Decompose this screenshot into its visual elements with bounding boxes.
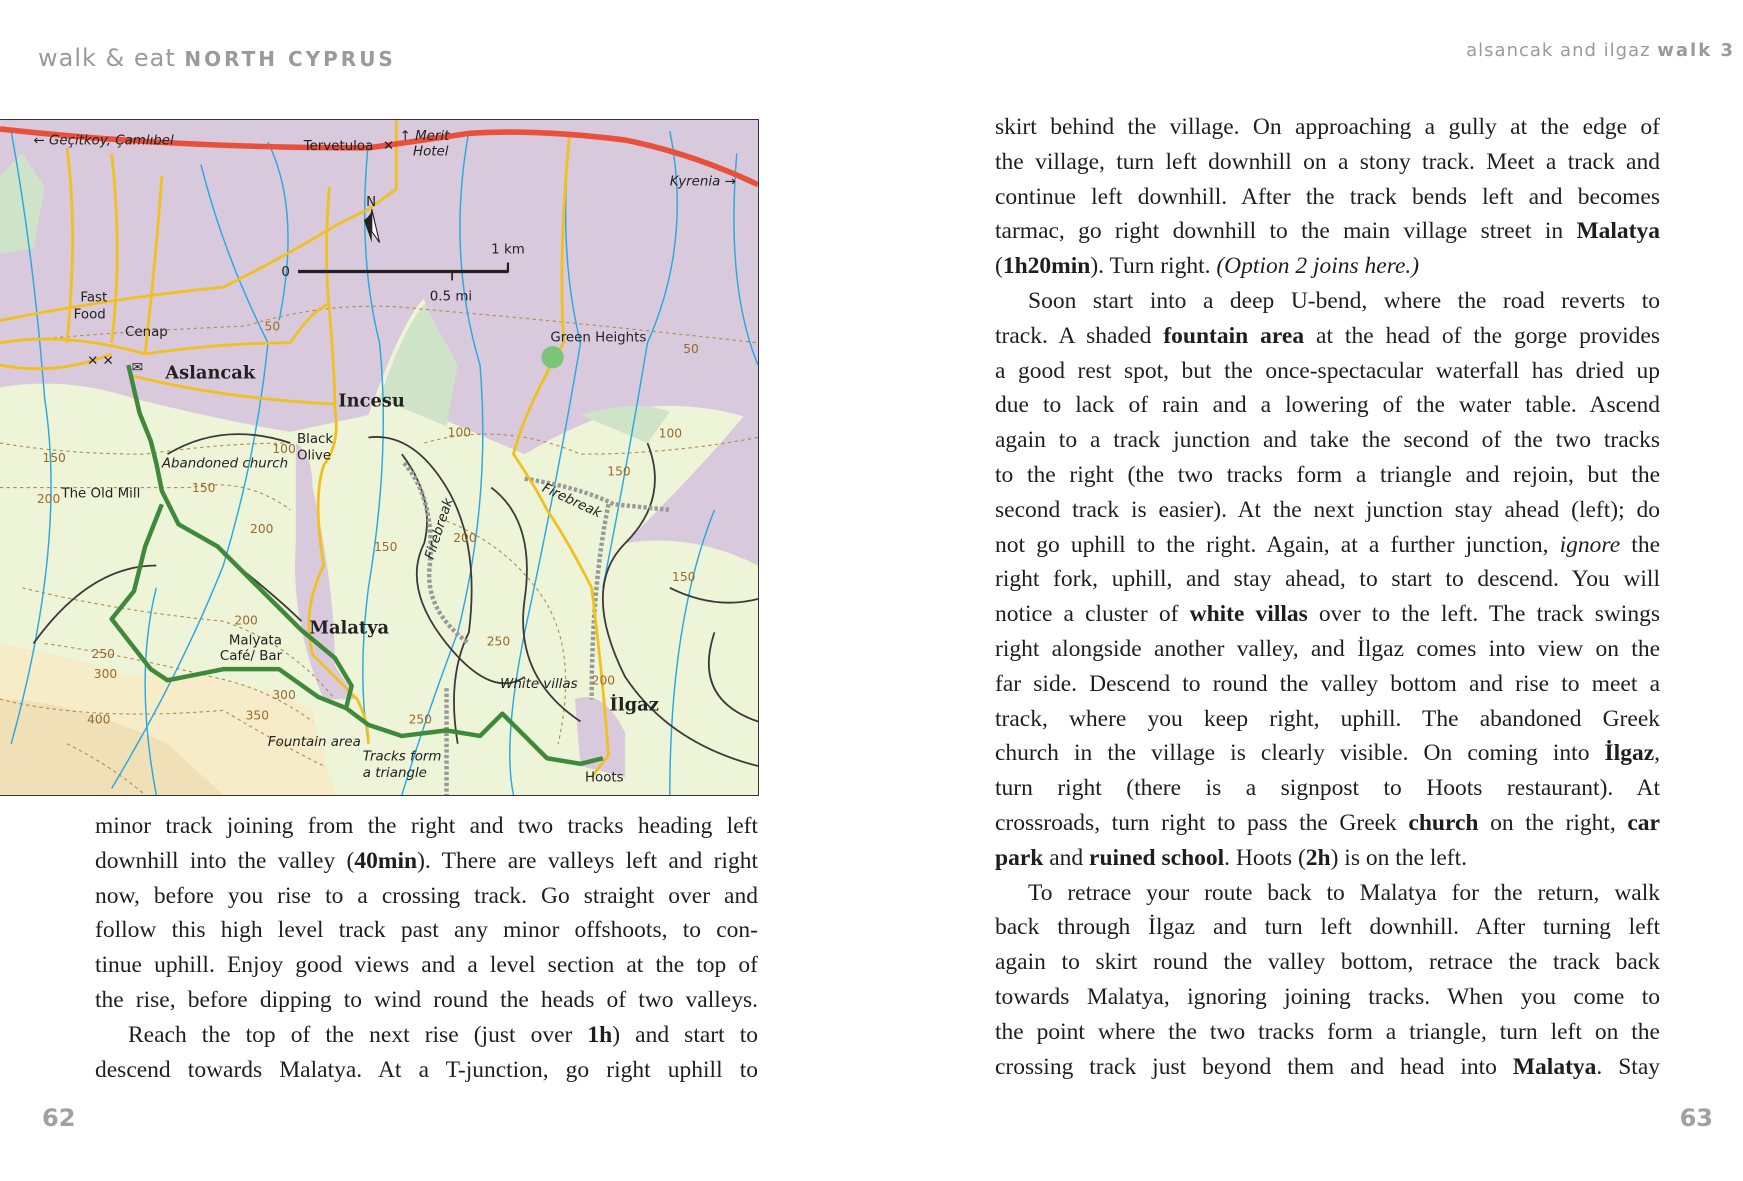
text-line bbox=[995, 145, 1660, 180]
contour-label: 50 bbox=[264, 319, 281, 334]
contour-label: 150 bbox=[42, 450, 66, 465]
label-merit: ↑ Merit bbox=[399, 129, 450, 145]
text-segment: now, before you rise to a crossing track. Go straight over and bbox=[95, 882, 758, 909]
text-line bbox=[995, 423, 1660, 458]
contour-label: 250 bbox=[408, 712, 432, 727]
text-line bbox=[995, 876, 1660, 911]
label-tracks-form: Tracks form bbox=[362, 749, 442, 765]
text-line bbox=[995, 1015, 1660, 1050]
text-line bbox=[995, 354, 1660, 389]
bold-text: 40min bbox=[354, 847, 418, 874]
label-old-mill: The Old Mill bbox=[61, 486, 141, 502]
text-line bbox=[95, 913, 758, 948]
running-header-left bbox=[38, 44, 396, 72]
text-segment: on the right, bbox=[1478, 809, 1628, 836]
text-line bbox=[995, 319, 1660, 354]
bold-text: ruined school bbox=[1089, 844, 1225, 871]
text-line bbox=[995, 736, 1660, 771]
text-line bbox=[995, 180, 1660, 215]
text-segment: at the head of the gorge provides bbox=[1304, 322, 1661, 349]
text-line bbox=[995, 910, 1660, 945]
italic-text: ignore bbox=[1559, 531, 1621, 558]
text-line bbox=[95, 879, 758, 914]
text-segment: turn right (there is a signpost to Hoots restaurant). At bbox=[995, 775, 1660, 802]
text-segment: . Stay bbox=[1596, 1053, 1661, 1080]
text-segment: again to skirt round the valley bottom, retrace the track back bbox=[995, 949, 1660, 976]
text-segment: over to the left. The track swings bbox=[1307, 601, 1660, 628]
bold-text: İlgaz bbox=[1604, 740, 1655, 767]
label-a-triangle: a triangle bbox=[362, 766, 427, 782]
text-line bbox=[95, 1053, 758, 1088]
left-page-text bbox=[95, 809, 758, 1087]
text-segment: right alongside another valley, and İlgaz comes into view on the bbox=[995, 635, 1660, 662]
text-line bbox=[995, 562, 1660, 597]
label-kyrenia: Kyrenia → bbox=[669, 174, 736, 190]
running-header-right bbox=[1466, 40, 1735, 61]
text-line bbox=[995, 945, 1660, 980]
label-abandoned-church: Abandoned church bbox=[161, 456, 289, 472]
text-segment: ). Turn right. bbox=[1090, 253, 1217, 280]
walk-map bbox=[0, 119, 759, 796]
right-page-text bbox=[995, 110, 1660, 1084]
text-line bbox=[995, 771, 1660, 806]
label-scale-mi: 0.5 mi bbox=[429, 289, 473, 305]
text-segment: towards Malatya, ignoring joining tracks. When you come to bbox=[995, 983, 1660, 1010]
text-segment: the bbox=[1620, 531, 1660, 558]
text-segment: and bbox=[1043, 844, 1090, 871]
label-north: N bbox=[366, 194, 377, 210]
text-line bbox=[995, 806, 1660, 841]
text-segment: Reach the top of the next rise (just over bbox=[128, 1021, 588, 1048]
label-malyata: Malyata bbox=[228, 633, 282, 649]
text-segment: track. A shaded bbox=[995, 322, 1164, 349]
text-segment: crossing track just beyond them and head into bbox=[995, 1053, 1513, 1080]
label-fast: Fast bbox=[80, 290, 108, 306]
contour-label: 250 bbox=[91, 647, 115, 661]
chapter-title: alsancak and ilgaz bbox=[1466, 40, 1658, 61]
text-line bbox=[995, 1050, 1660, 1085]
label-hotel: Hotel bbox=[413, 144, 449, 160]
text-segment: minor track joining from the right and two tracks heading left bbox=[95, 813, 758, 839]
label-firebreak: Firebreak bbox=[539, 480, 604, 522]
contour-label: 300 bbox=[93, 667, 118, 682]
label-white-villas: White villas bbox=[500, 677, 578, 693]
label-firebreak: Firebreak bbox=[422, 496, 457, 562]
bold-text: Malatya bbox=[1576, 218, 1660, 245]
text-segment: track, where you keep right, uphill. The abandoned Greek bbox=[995, 705, 1660, 732]
text-segment: ). There are valleys left and right bbox=[417, 847, 758, 874]
text-segment: ) and start to bbox=[612, 1021, 758, 1048]
italic-text: (Option 2 joins here.) bbox=[1216, 253, 1420, 280]
contour-label: 200 bbox=[591, 673, 616, 688]
text-line bbox=[95, 1018, 758, 1053]
text-segment: tinue uphill. Enjoy good views and a level section at the top of bbox=[95, 952, 758, 979]
text-segment: back through İlgaz and turn left downhill. After turning left bbox=[995, 914, 1660, 941]
text-line bbox=[995, 597, 1660, 632]
contour-label: 50 bbox=[683, 341, 699, 356]
text-segment: , bbox=[1654, 740, 1660, 767]
contour-label: 400 bbox=[87, 712, 111, 727]
text-segment: again to a track junction and take the second of the two tracks bbox=[995, 427, 1660, 454]
text-segment: ) is on the left. bbox=[1330, 844, 1468, 871]
contour-label: 100 bbox=[447, 425, 472, 440]
text-segment: follow this high level track past any minor offshoots, to con- bbox=[95, 917, 758, 944]
contour-label: 150 bbox=[607, 464, 631, 479]
text-segment: crossroads, turn right to pass the Greek bbox=[995, 809, 1409, 836]
text-segment: the village, turn left downhill on a stony track. Meet a track and bbox=[995, 148, 1660, 175]
contour-label: 200 bbox=[453, 531, 477, 546]
text-line bbox=[995, 702, 1660, 737]
label-aslancak: Aslancak bbox=[165, 362, 256, 384]
text-line bbox=[995, 388, 1660, 423]
book-series: walk & eat bbox=[38, 44, 185, 72]
text-line bbox=[995, 980, 1660, 1015]
text-segment: the rise, before dipping to wind round the heads of two valleys. bbox=[95, 986, 758, 1013]
contour-label: 300 bbox=[272, 688, 296, 703]
contour-label: 100 bbox=[272, 442, 296, 457]
text-segment: continue left downhill. After the track bends left and becomes bbox=[995, 183, 1660, 210]
label-incesu: Incesu bbox=[338, 390, 405, 412]
bold-text: car bbox=[1627, 809, 1660, 836]
text-segment: right fork, uphill, and stay ahead, to start to descend. You will bbox=[995, 566, 1660, 593]
label-malatya: Malatya bbox=[309, 617, 390, 639]
text-segment: downhill into the valley ( bbox=[95, 847, 355, 874]
contour-label: 150 bbox=[672, 570, 696, 585]
text-segment: far side. Descend to round the valley bottom and rise to meet a bbox=[995, 670, 1660, 697]
label-gecitkoy: ← Geçitkoy, Çamlıbel bbox=[33, 133, 174, 149]
bold-text: 1h bbox=[587, 1021, 613, 1048]
text-segment: a good rest spot, but the once-spectacular waterfall has dried up bbox=[995, 357, 1660, 384]
label-cafe-bar: Café/ Bar bbox=[219, 649, 283, 665]
contour-label: 150 bbox=[192, 481, 216, 496]
contour-label: 350 bbox=[245, 708, 270, 723]
text-line bbox=[95, 948, 758, 983]
text-segment: to the right (the two tracks form a triangle and rejoin, but the bbox=[995, 461, 1660, 488]
contour-label: 250 bbox=[486, 634, 511, 649]
label-tervetuloa: Tervetuloa bbox=[303, 139, 374, 155]
text-line bbox=[995, 249, 1660, 284]
bold-text: 2h bbox=[1305, 844, 1331, 871]
bold-text: church bbox=[1408, 809, 1479, 836]
text-segment: notice a cluster of bbox=[995, 601, 1190, 628]
post-office-icon: ✉ bbox=[131, 360, 143, 376]
text-segment: due to lack of rain and a lowering of the water table. Ascend bbox=[995, 392, 1660, 419]
text-line bbox=[995, 667, 1660, 702]
text-line bbox=[995, 528, 1660, 563]
label-food: Food bbox=[73, 307, 106, 323]
label-black: Black bbox=[296, 432, 334, 448]
text-line bbox=[95, 809, 758, 844]
text-line bbox=[995, 458, 1660, 493]
text-line bbox=[95, 983, 758, 1018]
text-line bbox=[95, 844, 758, 879]
text-segment: church in the village is clearly visible. On coming into bbox=[995, 740, 1605, 767]
contour-label: 200 bbox=[234, 613, 258, 628]
text-segment: second track is easier). At the next junction stay ahead (left); do bbox=[995, 496, 1660, 523]
text-line bbox=[995, 841, 1660, 876]
text-line bbox=[995, 110, 1660, 145]
contour-label: 200 bbox=[250, 522, 274, 537]
contour-label: 100 bbox=[658, 426, 683, 441]
page-number-left: 62 bbox=[42, 1104, 76, 1132]
text-line bbox=[995, 284, 1660, 319]
label-scale-zero: 0 bbox=[281, 264, 290, 280]
text-segment: not go uphill to the right. Again, at a further junction, bbox=[995, 531, 1560, 558]
book-title: NORTH CYPRUS bbox=[184, 47, 396, 71]
bold-text: 1h20min bbox=[1002, 253, 1091, 280]
text-segment: skirt behind the village. On approaching a gully at the edge of bbox=[995, 114, 1660, 140]
label-cenap: Cenap bbox=[125, 325, 168, 341]
label-green-heights: Green Heights bbox=[550, 330, 647, 346]
bold-text: white villas bbox=[1189, 601, 1308, 628]
page-number-right: 63 bbox=[1679, 1104, 1713, 1132]
text-line bbox=[995, 214, 1660, 249]
label-fountain-area: Fountain area bbox=[267, 735, 361, 750]
label-scale-km: 1 km bbox=[491, 242, 525, 258]
restaurant-icon: ✕ bbox=[382, 139, 395, 155]
restaurant-icon: ✕ ✕ bbox=[87, 354, 114, 370]
text-line bbox=[995, 493, 1660, 528]
bold-text: park bbox=[995, 844, 1044, 871]
text-segment: the point where the two tracks form a triangle, turn left on the bbox=[995, 1018, 1660, 1045]
text-segment: tarmac, go right downhill to the main village street in bbox=[995, 218, 1577, 245]
bold-text: fountain area bbox=[1163, 322, 1305, 349]
text-segment: ( bbox=[995, 253, 1003, 280]
label-ilgaz: İlgaz bbox=[609, 694, 659, 716]
text-segment: descend towards Malatya. At a T-junction, go right uphill to bbox=[95, 1056, 758, 1083]
green-heights-marker bbox=[541, 346, 563, 368]
text-segment: To retrace your route back to Malatya for the return, walk bbox=[1028, 879, 1660, 906]
walk-number: walk 3 bbox=[1657, 40, 1735, 61]
contour-label: 200 bbox=[36, 492, 61, 507]
bold-text: Malatya bbox=[1512, 1053, 1597, 1080]
label-olive: Olive bbox=[296, 448, 332, 464]
text-segment: . Hoots ( bbox=[1224, 844, 1306, 871]
label-hoots: Hoots bbox=[584, 770, 624, 786]
text-segment: Soon start into a deep U-bend, where the road reverts to bbox=[1028, 287, 1660, 314]
contour-label: 150 bbox=[373, 540, 398, 555]
text-line bbox=[995, 632, 1660, 667]
